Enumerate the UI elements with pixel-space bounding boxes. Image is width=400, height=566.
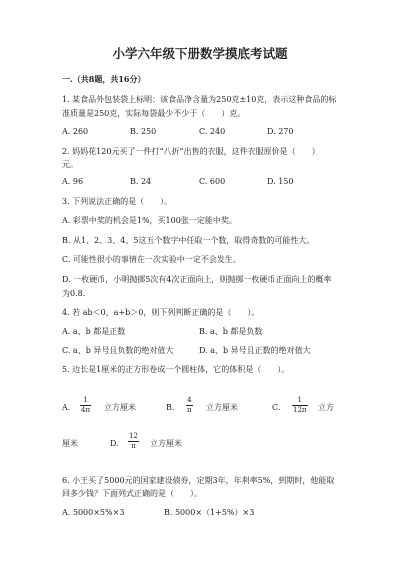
q1-line1: 1. 某食品外包装袋上标明：该食品净含量为250克±10克，表示这种食品的标 bbox=[62, 95, 337, 104]
q4-option-d: D. a、b 异号且正数的绝对值大 bbox=[199, 346, 311, 355]
q6-option-b: B. 5000×（1+5%）×3 bbox=[164, 508, 255, 517]
q5-option-a-unit: 立方厘米 bbox=[104, 403, 136, 412]
q6-line1: 6. 小王买了5000元的国家建设债券，定期3年，年利率5%，到期时，他能取 bbox=[62, 476, 335, 485]
q3-stem: 3. 下列说法正确的是（ ）。 bbox=[62, 197, 173, 206]
fraction-numerator: 4 bbox=[187, 396, 192, 404]
fraction-numerator: 1 bbox=[83, 396, 88, 404]
q1-option-b: B. 250 bbox=[130, 127, 157, 136]
q6-option-a: A. 5000×5%×3 bbox=[62, 508, 125, 517]
q2-option-b: B. 24 bbox=[130, 177, 152, 186]
section-heading: 一.（共8题，共16分） bbox=[62, 74, 146, 84]
q2-option-a: A. 96 bbox=[62, 177, 84, 186]
q5-option-b-fraction bbox=[186, 396, 193, 414]
fraction-numerator: 12 bbox=[129, 432, 138, 440]
fraction-denominator: 12π bbox=[293, 406, 307, 414]
q5-option-c-unit-cont: 厘米 bbox=[62, 439, 78, 448]
q5-option-d-unit: 立方厘米 bbox=[150, 439, 182, 448]
q3-option-d-line2: 为0.8. bbox=[62, 289, 86, 298]
q5-option-c-unit: 立方 bbox=[318, 403, 334, 412]
q5-option-b-letter: B. bbox=[166, 403, 175, 412]
q5-option-d-letter: D. bbox=[110, 439, 119, 448]
q1-option-d: D. 270 bbox=[267, 127, 294, 136]
q2-line1: 2. 妈妈花120元买了一件打“八折”出售的衣服，这件衣服原价是（ ） bbox=[62, 147, 320, 156]
q5-option-a-letter: A. bbox=[62, 403, 71, 412]
q2-option-d: D. 150 bbox=[267, 177, 294, 186]
q3-option-b: B. 从1、2、3、4、5这五个数字中任取一个数，取得奇数的可能性大。 bbox=[62, 236, 315, 245]
fraction-denominator: π bbox=[131, 442, 136, 450]
q2-option-c: C. 600 bbox=[199, 177, 226, 186]
q5-option-b-unit: 立方厘米 bbox=[206, 403, 238, 412]
q3-option-c: C. 可能性很小的事情在一次实验中一定不会发生。 bbox=[62, 255, 241, 264]
q3-option-a: A. 彩票中奖的机会是1%，买100张一定能中奖。 bbox=[62, 216, 237, 225]
q1-option-a: A. 260 bbox=[62, 127, 89, 136]
q4-stem: 4. 若 ab＜0，a+b＞0，则下列判断正确的是（ ）。 bbox=[62, 308, 260, 317]
q5-option-d-fraction bbox=[128, 432, 139, 450]
q4-option-c: C. a、b 异号且负数的绝对值大 bbox=[62, 346, 174, 355]
q1-option-c: C. 240 bbox=[199, 127, 226, 136]
q2-line2: 元。 bbox=[62, 160, 78, 169]
q5-option-a-fraction bbox=[80, 396, 91, 414]
q3-option-d-line1: D. 一枚硬币，小明抛掷5次有4次正面向上，则抛掷一枚硬币正面向上的概率 bbox=[62, 275, 332, 284]
q4-option-a: A. a、b 都是正数 bbox=[62, 327, 126, 336]
q5-option-c-fraction bbox=[292, 396, 308, 414]
fraction-denominator: 4π bbox=[81, 406, 91, 414]
q5-stem: 5. 边长是1厘米的正方形卷成一个圆柱体，它的体积是（ ）。 bbox=[62, 365, 290, 374]
page-title: 小学六年级下册数学摸底考试题 bbox=[112, 46, 288, 61]
q5-option-c-letter: C. bbox=[272, 403, 281, 412]
fraction-denominator: π bbox=[187, 406, 192, 414]
q6-line2: 回多少钱？下面列式正确的是（ ）。 bbox=[62, 489, 202, 498]
q4-option-b: B. a、b 都是负数 bbox=[199, 327, 263, 336]
q1-line2: 准质量是250克，实际每袋最少不少于（ ）克。 bbox=[62, 109, 246, 118]
fraction-numerator: 1 bbox=[297, 396, 302, 404]
